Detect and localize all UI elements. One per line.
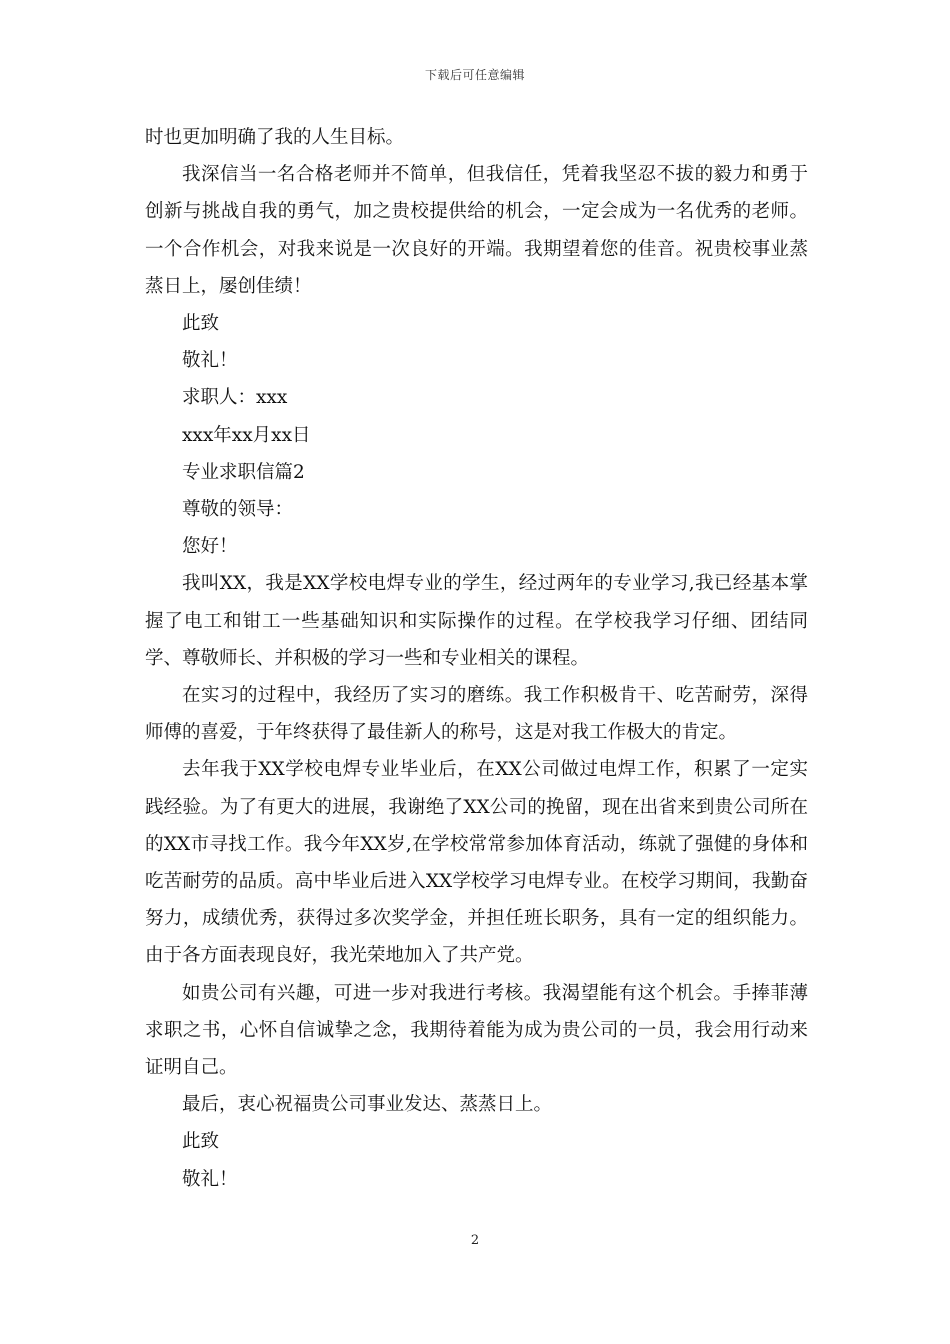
paragraph: 我深信当一名合格老师并不简单，但我信任，凭着我坚忍不拔的毅力和勇于创新与挑战自我的勇气，加之贵校提供给的机会，一定会成为一名优秀的老师。一个合作机会，对我来说是一次良好的开端。我期望着您的佳音。祝贵校事业蒸蒸日上，屡创佳绩！ (145, 164, 808, 297)
paragraph: 去年我于XX学校电焊专业毕业后，在XX公司做过电焊工作，积累了一定实践经验。为了有更大的进展，我谢绝了XX公司的挽留，现在出省来到贵公司所在的XX市寻找工作。我今年XX岁,在学校常常参加体育活动，练就了强健的身体和吃苦耐劳的品质。高中毕业后进入XX学校学习电焊专业。在校学习期间，我勤奋努力，成绩优秀，获得过多次奖学金，并担任班长职务，具有一定的组织能力。由于各方面表现良好，我光荣地加入了共产党。 (145, 759, 808, 967)
closing-regards: 敬礼！ (182, 350, 238, 372)
letter-hello: 您好！ (182, 536, 238, 558)
paragraph: 如贵公司有兴趣，可进一步对我进行考核。我渴望能有这个机会。手捧菲薄求职之书，心怀自信诚挚之念，我期待着能为成为贵公司的一员，我会用行动来证明自己。 (145, 982, 808, 1079)
document-body (145, 119, 808, 1198)
page-header: 下载后可任意编辑 (424, 68, 525, 82)
closing-salutation: 此致 (182, 1131, 220, 1153)
paragraph: 时也更加明确了我的人生目标。 (145, 127, 405, 148)
section-title: 专业求职信篇2 (182, 461, 305, 483)
letter-date: xxx年xx月xx日 (182, 424, 311, 446)
applicant-signature: 求职人：xxx (182, 387, 288, 409)
closing-salutation: 此致 (182, 313, 220, 335)
closing-regards: 敬礼！ (182, 1168, 238, 1190)
paragraph: 最后，衷心祝福贵公司事业发达、蒸蒸日上。 (182, 1094, 553, 1116)
paragraph: 在实习的过程中，我经历了实习的磨练。我工作积极肯干、吃苦耐劳，深得师傅的喜爱，于年终获得了最佳新人的称号，这是对我工作极大的肯定。 (145, 685, 808, 744)
letter-greeting: 尊敬的领导： (182, 499, 294, 521)
page-number: 2 (470, 1233, 480, 1248)
paragraph: 我叫XX，我是XX学校电焊专业的学生，经过两年的专业学习,我已经基本掌握了电工和钳工一些基础知识和实际操作的过程。在学校我学习仔细、团结同学、尊敬师长、并积极的学习一些和专业相关的课程。 (145, 573, 808, 669)
